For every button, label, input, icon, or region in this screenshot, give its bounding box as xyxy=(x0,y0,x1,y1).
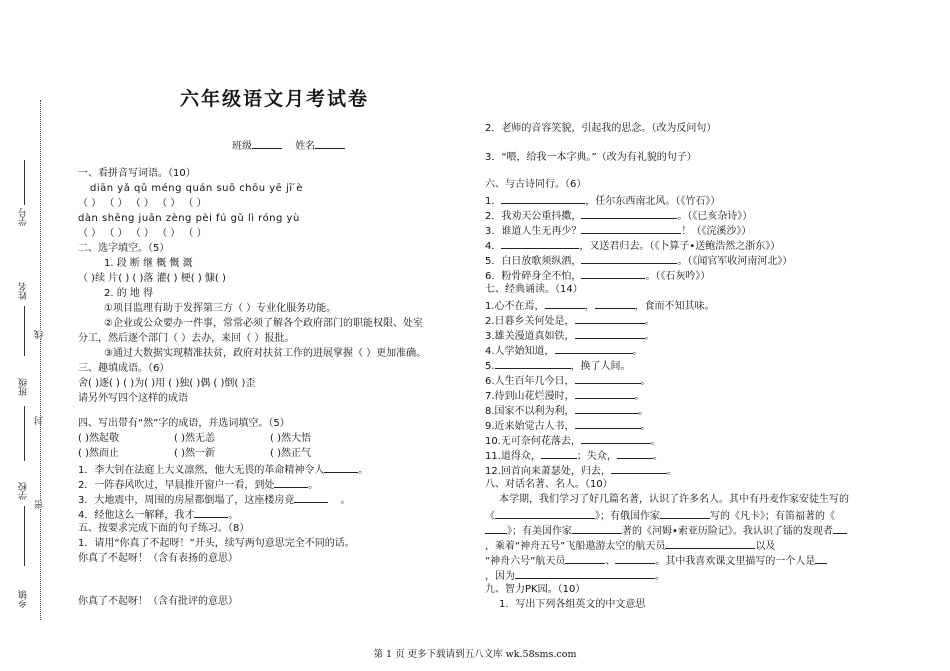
sentence-task-1b: 你真了不起呀！（含有批评的意思） xyxy=(78,596,238,607)
section-2-title: 二、选字填空。（5） xyxy=(78,243,170,254)
margin-field-name xyxy=(24,306,25,356)
classic-item: 10.无可奈何花落去， 。 xyxy=(485,432,875,447)
answer-blank[interactable] xyxy=(545,297,585,309)
answer-blank[interactable] xyxy=(581,252,677,264)
answer-blank[interactable] xyxy=(575,372,641,384)
answer-blank[interactable] xyxy=(615,552,655,564)
ran-idiom[interactable]: ( )然正气 xyxy=(270,448,311,459)
answer-blank[interactable] xyxy=(575,327,645,339)
ran-idioms-row-1 xyxy=(78,431,468,446)
answer-blank[interactable] xyxy=(581,222,681,234)
answer-blank[interactable] xyxy=(575,402,639,414)
pinyin-row-1: diān yǎ qǔ méng quán suō chōu yē jī ́è xyxy=(90,183,303,194)
answer-blank[interactable] xyxy=(581,207,677,219)
classic-item: 11.道得众， ；失众， 。 xyxy=(485,447,875,462)
classics-paragraph-1: 本学期，我们学习了好几篇名著，认识了许多名人。其中有丹麦作家安徒生写的 xyxy=(499,494,849,505)
answer-blank[interactable] xyxy=(833,522,847,534)
name-label: 姓名 xyxy=(295,141,316,152)
classics-paragraph-4: ，乘着“神舟五号”飞船遨游太空的航天员 以及 xyxy=(485,537,875,552)
class-label: 班级 xyxy=(232,141,252,152)
answer-blank[interactable] xyxy=(617,447,653,459)
answer-blank[interactable] xyxy=(572,522,622,534)
classic-item: 6.人生百年几今日， 。 xyxy=(485,372,875,387)
binding-mark-secret: 密 xyxy=(35,500,45,509)
classics-paragraph-2: 《 》；有俄国作家 写的《凡卡》；有笛福著的《 xyxy=(485,507,875,522)
section-9-title: 九、智力PK园。（10） xyxy=(485,584,586,595)
fill-sentence-1: 1．李大钊在法庭上大义凛然，他大无畏的革命精神令人 。 xyxy=(78,461,468,476)
answer-blank[interactable] xyxy=(515,567,655,579)
choose-sentence-b1: ②企业或公众要办一件事，常常必须了解各个政府部门的职能权限、处室 xyxy=(104,318,423,329)
answer-blank[interactable] xyxy=(324,461,358,473)
english-translation-task: 1．写出下列各组英文的中文意思 xyxy=(499,599,646,610)
classic-item: 7.待到山花烂漫时， 。 xyxy=(485,387,875,402)
classics-paragraph-5: “神舟六号”航天员 、 。其中我喜欢课文里描写的一个人是 xyxy=(485,552,875,567)
classic-item: 12.回首向来萧瑟处，归去， 。 xyxy=(485,462,875,477)
ran-idioms-row-2 xyxy=(78,446,468,461)
class-name-line xyxy=(232,137,345,152)
binding-line xyxy=(40,100,41,620)
answer-blank[interactable] xyxy=(815,552,827,564)
answer-blank[interactable] xyxy=(501,192,585,204)
fill-sentence-4: 4．经他这么一解释，我才 。 xyxy=(78,506,468,521)
fill-sentence-2: 2．一阵春风吹过，早晨推开窗户一看，到处 。 xyxy=(78,476,468,491)
answer-blank[interactable] xyxy=(541,447,577,459)
answer-blank[interactable] xyxy=(581,267,645,279)
answer-blank[interactable] xyxy=(495,507,595,519)
ran-idiom[interactable]: ( )然而止 xyxy=(78,448,119,459)
sentence-task-2: 2．老师的音容笑貌，引起我的思念。（改为反问句） xyxy=(485,123,717,134)
section-5-title: 五、按要求完成下面的句子练习。（8） xyxy=(78,523,250,534)
margin-label-town: 乡镇 xyxy=(19,590,29,608)
binding-mark-line: 线 xyxy=(35,330,45,339)
section-7-title: 七、经典诵读。（14） xyxy=(485,284,583,295)
poem-item: 1． ，任尔东西南北风。（《竹石》） xyxy=(485,192,875,207)
classic-item: 3.雄关漫道真如铁， 。 xyxy=(485,327,875,342)
classic-item: 9.近来始觉古人书， 。 xyxy=(485,417,875,432)
idiom-blanks[interactable]: 舍( )逐( ) ( )为( )用 ( )独( )偶 ( )倒( )歪 xyxy=(78,378,256,389)
classics-paragraph-3: 》；有美国作家 著的《河姆•索亚历险记》。我认识了镭的发现者 xyxy=(485,522,875,537)
answer-blank[interactable] xyxy=(665,537,755,549)
answer-blank[interactable] xyxy=(495,357,571,369)
ran-idiom[interactable]: ( )然起敬 xyxy=(78,433,119,444)
answer-blank[interactable] xyxy=(575,387,635,399)
margin-label-school: 学校 xyxy=(19,482,29,500)
right-column xyxy=(485,121,875,612)
left-column xyxy=(78,166,468,609)
answer-blank[interactable] xyxy=(581,432,651,444)
answer-boxes-row-1[interactable]: （ ） （ ） （ ） （ ） （ ） xyxy=(78,198,207,209)
answer-space-1a[interactable] xyxy=(78,566,468,594)
poem-item: 3．谁道人生无再少？ ！（《浣溪沙》） xyxy=(485,222,875,237)
section-4-title: 四、写出带有“然”字的成语，并选词填空。（5） xyxy=(78,418,290,429)
poem-item: 2．我劝天公重抖擞， 。（《已亥杂诗》） xyxy=(485,207,875,222)
fill-sentence-3: 3．大地震中，周围的房屋都倒塌了，这座楼房竟 。 xyxy=(78,491,468,506)
idiom-extra-prompt: 请另外写四个这样的成语 xyxy=(78,393,188,404)
margin-field-student-id xyxy=(24,160,25,205)
ran-idiom[interactable]: ( )然一新 xyxy=(174,448,215,459)
sentence-task-3: 3．“喂，给我一本字典。”（改为有礼貌的句子） xyxy=(485,152,697,163)
margin-label-name: 姓名 xyxy=(19,282,29,300)
binding-mark-seal: 封 xyxy=(35,416,45,425)
answer-blank[interactable] xyxy=(595,297,635,309)
classic-item: 1.心不在焉， ， ，食而不知其味。 xyxy=(485,297,875,312)
section-1-title: 一、看拼音写词语。（10） xyxy=(78,168,196,179)
ran-idiom[interactable]: ( )然无恙 xyxy=(174,433,215,444)
margin-label-student-id: 学号 xyxy=(19,208,29,226)
answer-blank[interactable] xyxy=(575,312,645,324)
page-title: 六年级语文月考试卷 xyxy=(180,88,370,110)
answer-blank[interactable] xyxy=(274,476,308,488)
sentence-task-1a: 你真了不起呀！（含有表扬的意思） xyxy=(78,553,238,564)
sentence-task-1: 1．请用“你真了不起呀！”开头，续写两句意思完全不同的话。 xyxy=(78,538,355,549)
class-field[interactable] xyxy=(252,137,282,149)
classics-paragraph-6: ，因为 。 xyxy=(485,567,875,582)
classic-item: 5. ，换了人间。 xyxy=(485,357,875,372)
margin-label-class: 班级 xyxy=(19,378,29,396)
classic-item: 4.人学始知道， 。 xyxy=(485,342,875,357)
choose-sentence-b2: 分工，然后逐个部门（ ）去办，来回（ ）报批。 xyxy=(78,333,295,344)
answer-boxes-row-2[interactable]: （ ） （ ） （ ） （ ） （ ） xyxy=(78,228,207,239)
answer-blank[interactable] xyxy=(565,552,605,564)
answer-blank[interactable] xyxy=(575,417,641,429)
answer-blank[interactable] xyxy=(194,506,228,518)
classic-item: 2.日暮乡关何处是， 。 xyxy=(485,312,875,327)
poem-item: 5．白日放歌须纵酒， 。（《闻官军收河南河北》） xyxy=(485,252,875,267)
section-8-title: 八、对话名著、名人。（10） xyxy=(485,479,613,490)
choose-chars-1: 1. 段 断 继 概 慨 溉 xyxy=(104,258,193,269)
choose-sentence-c: ③通过大数据实现精准扶贫，政府对扶贫工作的进展掌握（ ）更加准确。 xyxy=(104,348,427,359)
answer-blank[interactable] xyxy=(485,522,507,534)
page-footer: 第 1 页 更多下载请到五八文库 wk.58sms.com xyxy=(373,649,577,660)
name-field[interactable] xyxy=(315,137,345,149)
answer-blank[interactable] xyxy=(294,491,328,503)
choose-blanks-1[interactable]: （ )续 片( ) ( )落 灌( ) 梗( ) 慷( ) xyxy=(78,273,226,284)
answer-blank[interactable] xyxy=(611,462,667,474)
classic-item: 8.国家不以利为利， 。 xyxy=(485,402,875,417)
section-6-title: 六、与古诗同行。（6） xyxy=(485,179,587,190)
answer-blank[interactable] xyxy=(555,342,633,354)
choose-chars-2: 2. 的 地 得 xyxy=(104,288,154,299)
margin-field-school xyxy=(24,506,25,566)
answer-blank[interactable] xyxy=(501,237,579,249)
section-3-title: 三、趣填成语。（6） xyxy=(78,363,170,374)
pinyin-row-2: dàn shēng juān zèng pèi fú gǔ lì róng yù xyxy=(78,213,300,224)
margin-field-class xyxy=(24,406,25,461)
poem-item: 6．粉骨碎身全不怕， 。（《石灰吟》） xyxy=(485,267,875,282)
answer-blank[interactable] xyxy=(660,507,710,519)
ran-idiom[interactable]: ( )然大悟 xyxy=(270,433,311,444)
choose-sentence-a: ①项目监理有助于发挥第三方（ ）专业化服务功能。 xyxy=(104,303,337,314)
poem-item: 4． ，又送君归去。（《卜算子•送鲍浩然之浙东》） xyxy=(485,237,875,252)
